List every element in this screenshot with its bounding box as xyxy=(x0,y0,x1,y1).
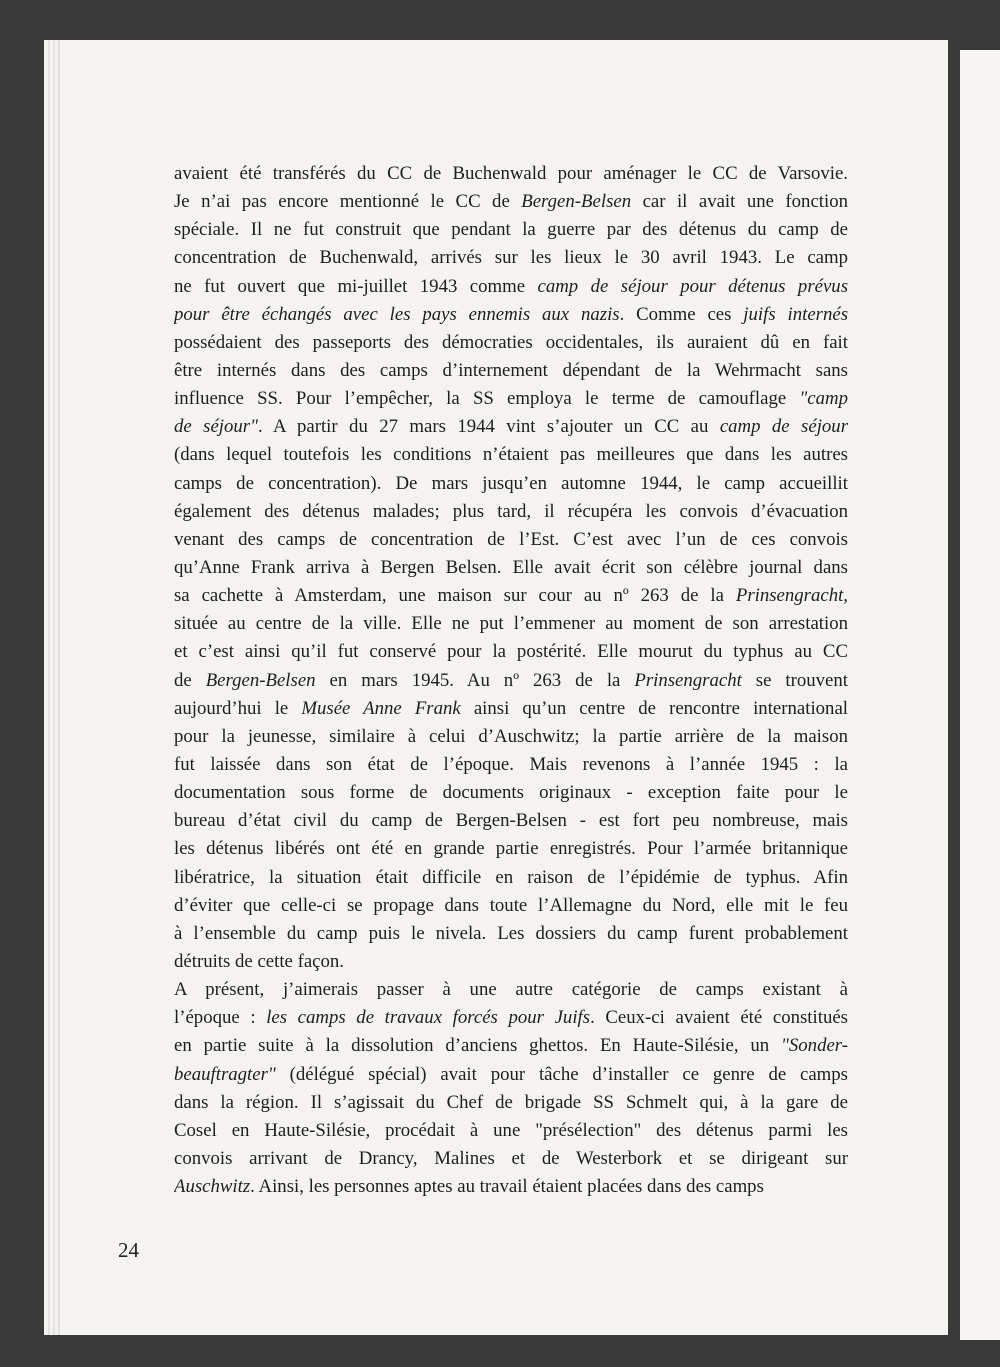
text-span: concentration de Buchenwald, arrivés sur les lieux le 30 avril 1943. Le camp xyxy=(174,247,848,269)
text-span: libératrice, la situation était difficile en raison de l’épidémie de typhus. Afin xyxy=(174,866,848,888)
text-span: avaient été transférés du CC de Buchenwald pour aménager le CC de Varsovie. xyxy=(174,163,848,184)
text-span: aujourd’hui le xyxy=(174,697,302,719)
text-line xyxy=(174,695,848,723)
text-span: . Ceux-ci avaient été constitués xyxy=(590,1007,848,1029)
text-span: être internés dans des camps d’internement dépendant de la Wehrmacht sans xyxy=(174,359,848,381)
text-line xyxy=(174,470,848,498)
italic-span: Musée Anne Frank xyxy=(301,697,461,719)
text-line xyxy=(174,779,848,807)
text-span: venant des camps de concentration de l’Est. C’est avec l’un de ces convois xyxy=(174,528,848,550)
text-span: en mars 1945. Au nº 263 de la xyxy=(315,669,635,691)
text-line xyxy=(174,273,848,301)
text-line xyxy=(174,526,848,554)
text-span: . A partir du 27 mars 1944 vint s’ajouter un CC au xyxy=(257,416,720,438)
text-line xyxy=(174,1061,848,1089)
text-span: . Comme ces xyxy=(619,303,744,325)
text-span: bureau d’état civil du camp de Bergen-Belsen - est fort peu nombreuse, mais xyxy=(174,810,848,832)
text-span: A présent, j’aimerais passer à une autre catégorie de camps existant à xyxy=(174,979,848,1001)
text-span: ne fut ouvert que mi-juillet 1943 comme xyxy=(174,275,538,297)
text-span: possédaient des passeports des démocraties occidentales, ils auraient dû en fait xyxy=(174,331,848,353)
text-line xyxy=(174,864,848,892)
text-span: dans la région. Il s’agissait du Chef de brigade SS Schmelt qui, à la gare de xyxy=(174,1091,848,1113)
text-span: (délégué spécial) avait pour tâche d’installer ce genre de camps xyxy=(275,1063,848,1085)
text-line xyxy=(174,385,848,413)
text-span: documentation sous forme de documents originaux - exception faite pour le xyxy=(174,782,848,804)
text-span: camps de concentration). De mars jusqu’en automne 1944, le camp accueillit xyxy=(174,472,848,494)
text-line xyxy=(174,329,848,357)
text-line xyxy=(174,976,848,1004)
text-span: d’éviter que celle-ci se propage dans toute l’Allemagne du Nord, elle mit le feu xyxy=(174,894,848,916)
text-span: (dans lequel toutefois les conditions n’étaient pas meilleures que dans les autres xyxy=(174,444,848,466)
text-line xyxy=(174,1117,848,1145)
italic-span: "Sonder- xyxy=(781,1035,848,1057)
text-line xyxy=(174,1004,848,1032)
text-line xyxy=(174,413,848,441)
italic-span: Prinsengracht, xyxy=(735,585,848,607)
italic-span: juifs internés xyxy=(743,303,848,325)
italic-span: Auschwitz xyxy=(174,1176,251,1198)
page-number: 24 xyxy=(118,1238,139,1262)
text-line xyxy=(174,357,848,385)
text-line xyxy=(174,498,848,526)
text-line xyxy=(174,1089,848,1117)
text-line xyxy=(174,554,848,582)
text-line xyxy=(174,638,848,666)
text-span: détruits de cette façon. xyxy=(174,950,344,972)
text-span: se trouvent xyxy=(741,669,848,691)
text-line xyxy=(174,751,848,779)
text-span: l’époque : xyxy=(174,1007,267,1029)
text-span: car il avait une fonction xyxy=(631,191,848,213)
text-span: et c’est ainsi qu’il fut conservé pour la postérité. Elle mourut du typhus au CC xyxy=(174,641,848,663)
text-line xyxy=(174,301,848,329)
text-line xyxy=(174,582,848,610)
text-span: ainsi qu’un centre de rencontre international xyxy=(460,697,848,719)
text-span: fut laissée dans son état de l’époque. Mais revenons à l’année 1945 : la xyxy=(174,753,848,775)
text-line xyxy=(174,1032,848,1060)
text-line xyxy=(174,948,848,976)
italic-span: de séjour" xyxy=(174,416,258,438)
italic-span: Bergen-Belsen xyxy=(205,669,316,691)
italic-span: Prinsengracht xyxy=(634,669,742,691)
text-span: convois arrivant de Drancy, Malines et de Westerbork et se dirigeant sur xyxy=(174,1147,848,1169)
text-line xyxy=(174,807,848,835)
text-line xyxy=(174,892,848,920)
text-span: Cosel en Haute-Silésie, procédait à une "présélection" des détenus parmi les xyxy=(174,1119,848,1141)
page-stack-edge xyxy=(48,40,50,1335)
page-stack-edge xyxy=(53,40,55,1335)
text-line xyxy=(174,188,848,216)
italic-span: camp de séjour xyxy=(719,416,848,438)
italic-span: pour être échangés avec les pays ennemis aux nazis xyxy=(174,303,620,325)
text-line xyxy=(174,1145,848,1173)
text-line xyxy=(174,1173,848,1201)
text-span: située au centre de la ville. Elle ne put l’emmener au moment de son arrestation xyxy=(174,613,848,635)
text-span: en partie suite à la dissolution d’anciens ghettos. En Haute-Silésie, un xyxy=(174,1035,782,1057)
text-line xyxy=(174,441,848,469)
text-line xyxy=(174,667,848,695)
text-line xyxy=(174,835,848,863)
text-line xyxy=(174,723,848,751)
italic-span: les camps de travaux forcés pour Juifs xyxy=(266,1007,591,1029)
body-text xyxy=(174,160,848,1201)
text-span: de xyxy=(174,669,206,691)
text-span: les détenus libérés ont été en grande partie enregistrés. Pour l’armée britannique xyxy=(174,838,848,860)
italic-span: camp de séjour pour détenus prévus xyxy=(537,275,848,297)
italic-span: "camp xyxy=(799,388,848,410)
text-span: spéciale. Il ne fut construit que pendant la guerre par des détenus du camp de xyxy=(174,219,848,241)
text-line xyxy=(174,216,848,244)
italic-span: beauftragter" xyxy=(174,1063,276,1085)
text-span: qu’Anne Frank arriva à Bergen Belsen. Elle avait écrit son célèbre journal dans xyxy=(174,556,848,578)
text-span: influence SS. Pour l’empêcher, la SS employa le terme de camouflage xyxy=(174,388,800,410)
text-span: . Ainsi, les personnes aptes au travail étaient placées dans des camps xyxy=(250,1176,764,1198)
text-span: Je n’ai pas encore mentionné le CC de xyxy=(174,191,522,213)
text-span: sa cachette à Amsterdam, une maison sur cour au nº 263 de la xyxy=(174,585,736,607)
text-span: pour la jeunesse, similaire à celui d’Auschwitz; la partie arrière de la maison xyxy=(174,725,848,747)
adjacent-page-edge xyxy=(960,50,1000,1340)
text-line xyxy=(174,160,848,188)
text-line xyxy=(174,920,848,948)
text-span: à l’ensemble du camp puis le nivela. Les dossiers du camp furent probablement xyxy=(174,922,848,944)
text-span: également des détenus malades; plus tard, il récupéra les convois d’évacuation xyxy=(174,500,848,522)
text-line xyxy=(174,244,848,272)
text-line xyxy=(174,610,848,638)
italic-span: Bergen-Belsen xyxy=(521,191,632,213)
page-stack-edge xyxy=(58,40,60,1335)
